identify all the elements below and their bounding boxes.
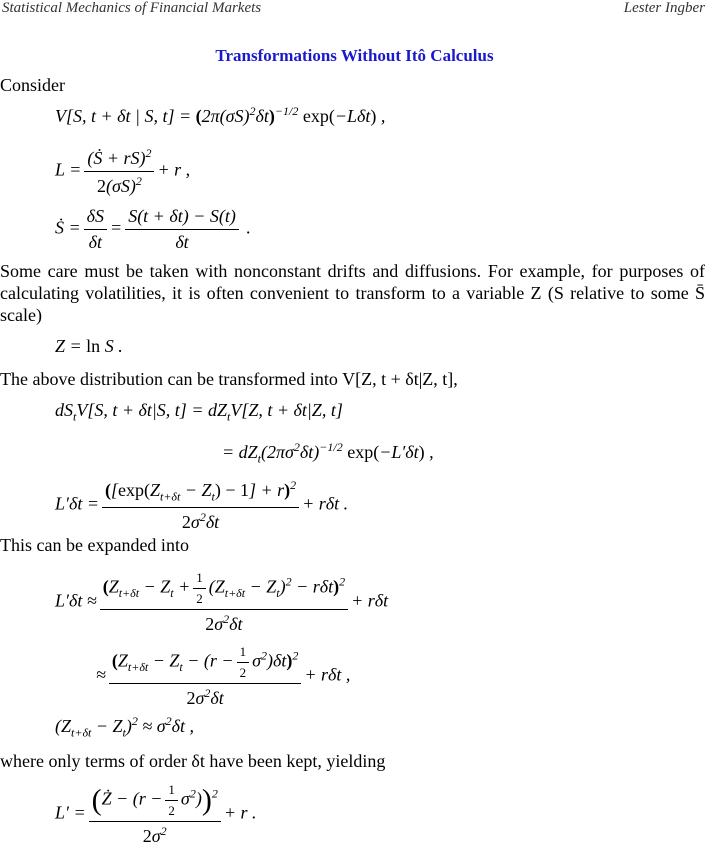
equation-sdot: Ṡ = $\frac{\delta S}{\delta t}$ = $\frac{S(t + \delta t) - S(t)}{\delta t}$ .: [55, 206, 251, 252]
equation-lprime-final: L′ = (Ż − (r − $\frac{1}{2}$ $\sigma^2))^2$ $2\sigma^2$ + r .: [55, 782, 257, 846]
paragraph-transform: The above distribution can be transformed into V[Z, t + δt|Z, t],: [0, 369, 458, 389]
equation-z-ln-s: Z = ln S .: [55, 336, 123, 356]
section-title: Transformations Without Itô Calculus: [215, 46, 494, 65]
running-header-right: Lester Ingber: [623, 0, 705, 16]
equation-square-increment: $(Z_{t+\delta t} - Z_t)^2 \approx \sigma^2\delta t$ ,: [55, 714, 195, 740]
equation-measure-change: $dS_tV[S$, t + δt|S, $t] = dZ_tV[Z$, t + δt|Z, t]: [55, 400, 343, 424]
equation-expansion-first: L′δt ≈ ($Z_{t+\delta t} - Z_t$ + $\frac{1}{2}$ $(Z_{t+\delta t} - Z_t)^2 - r\delta t)^2$ $2\sigma^2\delta t$ + rδt: [55, 570, 389, 634]
paragraph-expand: This can be expanded into: [0, 535, 189, 555]
equation-lagrangian: L = $\frac{(Ṡ + rS)^2}{2(\sigma S)^2}$ + r ,: [55, 146, 191, 196]
text-consider: Consider: [0, 75, 65, 95]
running-header-left: Statistical Mechanics of Financial Markets: [2, 0, 262, 16]
equation-z-distribution: = $dZ_t(2\pi\sigma^2\delta t)^{-1/2}$ exp(−L′δt) ,: [222, 440, 434, 466]
paragraph-yielding: where only terms of order δt have been kept, yielding: [0, 751, 386, 771]
paragraph-drifts: Some care must be taken with nonconstant drifts and diffusions. For example, for purposes of calculating volatilities, it is often convenient to transform to a variable Z (S relative to some S̄ scale): [0, 261, 705, 325]
equation-lprime-exact: L′δt = $\frac{([\exp(Z_{t+\delta t} - Z_t) - 1] + r)^2}{2\sigma^2\delta t}$ + rδt .: [55, 478, 349, 532]
equation-transition-probability: V[S, t + δt | S, $t] = (2\pi(\sigma S)^2\delta t)^{-1/2}$ exp(−Lδt) ,: [55, 104, 386, 126]
equation-expansion-second: ≈ ($Z_{t+\delta t} - Z_t - (r$ − $\frac{1}{2}$ $\sigma^2)\delta t)^2$ $2\sigma^2\delta t$ + rδt ,: [96, 644, 351, 708]
